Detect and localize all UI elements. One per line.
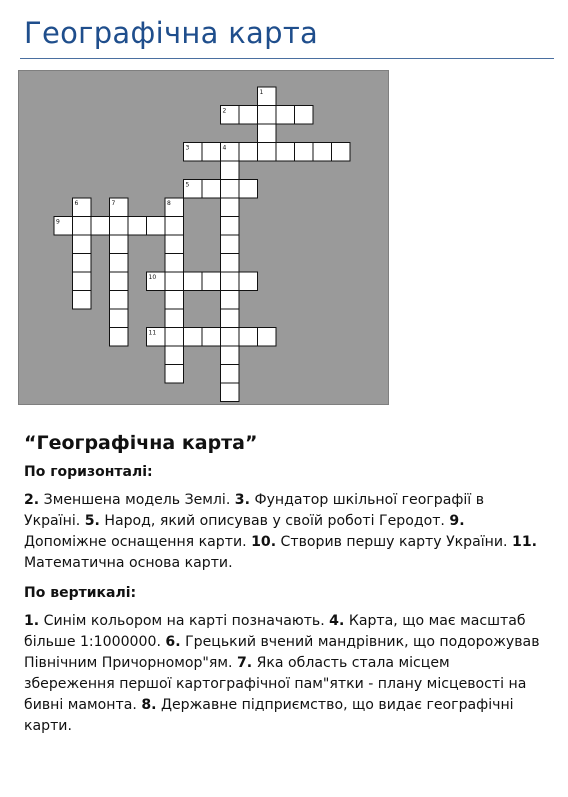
crossword-cell[interactable]	[221, 383, 240, 402]
crossword-cell[interactable]	[165, 254, 184, 273]
down-clue-text: Грецький вчений мандрівник, що подорожував Північним Причорномор"ям.	[24, 634, 540, 671]
crossword-grid-svg	[19, 71, 388, 404]
across-clue	[85, 513, 445, 529]
crossword-cell[interactable]	[221, 235, 240, 254]
down-clue-number: 7.	[236, 655, 253, 671]
crossword-cell-number: 3	[185, 144, 190, 152]
crossword-cell[interactable]	[165, 346, 184, 365]
down-clues	[24, 611, 544, 737]
crossword-cell[interactable]	[239, 180, 258, 199]
crossword-cell[interactable]	[110, 235, 129, 254]
crossword-cell[interactable]	[221, 328, 240, 347]
across-clue-text: Зменшена модель Землі.	[39, 492, 231, 508]
crossword-cell[interactable]	[239, 143, 258, 162]
clues-section	[24, 432, 544, 748]
crossword-cell[interactable]	[184, 328, 203, 347]
across-heading: По горизонталі:	[24, 464, 153, 480]
crossword-cell-number: 4	[222, 144, 227, 152]
crossword-title: “Географічна карта”	[24, 432, 258, 454]
crossword-cell[interactable]	[147, 217, 166, 236]
crossword-cell-number: 11	[148, 329, 157, 337]
crossword-cell[interactable]	[276, 106, 295, 125]
crossword-cell[interactable]	[202, 328, 221, 347]
crossword-cell[interactable]	[110, 328, 129, 347]
title-divider	[20, 58, 554, 59]
crossword-cell[interactable]	[128, 217, 147, 236]
crossword-cell[interactable]	[258, 124, 277, 143]
crossword-cell[interactable]	[165, 272, 184, 291]
down-clue	[24, 613, 325, 629]
crossword-cell[interactable]	[221, 365, 240, 384]
crossword-cell[interactable]	[110, 254, 129, 273]
across-clue-number: 3.	[234, 492, 250, 508]
crossword-cell[interactable]	[221, 291, 240, 310]
across-clue-text: Народ, який описував у своїй роботі Геродот.	[99, 513, 445, 529]
crossword-cell-number: 9	[56, 218, 60, 226]
across-clue-text: Математична основа карти.	[24, 555, 233, 571]
crossword-cell[interactable]	[73, 235, 92, 254]
down-clue-number: 6.	[165, 634, 181, 650]
crossword-cell[interactable]	[165, 309, 184, 328]
crossword-cell[interactable]	[73, 217, 92, 236]
crossword-cell-number: 1	[259, 89, 264, 96]
down-clue-number: 1.	[24, 613, 40, 629]
crossword-cell[interactable]	[165, 291, 184, 310]
crossword-cell[interactable]	[258, 143, 277, 162]
across-clue	[24, 492, 230, 508]
crossword-cell[interactable]	[184, 272, 203, 291]
crossword-cell[interactable]	[295, 106, 314, 125]
crossword-cell-number: 5	[185, 181, 190, 189]
crossword-cell[interactable]	[313, 143, 332, 162]
crossword-cell[interactable]	[91, 217, 110, 236]
across-clue-number: 9.	[449, 513, 465, 529]
crossword-cell[interactable]	[110, 309, 129, 328]
across-clue-number: 11.	[512, 534, 537, 550]
crossword-cell[interactable]	[221, 272, 240, 291]
crossword-cell[interactable]	[221, 346, 240, 365]
crossword-grid	[18, 70, 389, 405]
across-clue-text: Фундатор шкільної географії в Україні.	[24, 492, 485, 529]
crossword-cell[interactable]	[73, 272, 92, 291]
crossword-cell[interactable]	[73, 291, 92, 310]
crossword-cell[interactable]	[258, 106, 277, 125]
page-title: Географічна карта	[24, 16, 319, 50]
crossword-cell[interactable]	[258, 328, 277, 347]
crossword-cell-number: 6	[74, 200, 79, 207]
down-clue-number: 4.	[329, 613, 345, 629]
crossword-cell-number: 7	[111, 200, 116, 207]
across-clue-number: 5.	[84, 513, 100, 529]
crossword-cell[interactable]	[165, 328, 184, 347]
crossword-cell[interactable]	[276, 143, 295, 162]
crossword-cell[interactable]	[165, 217, 184, 236]
across-clue-text: Допоміжне оснащення карти.	[24, 534, 247, 550]
crossword-cell[interactable]	[165, 365, 184, 384]
crossword-cell[interactable]	[221, 180, 240, 199]
down-clue-number: 8.	[141, 697, 157, 713]
crossword-cell[interactable]	[221, 198, 240, 217]
down-heading: По вертикалі:	[24, 585, 137, 601]
crossword-cell[interactable]	[221, 217, 240, 236]
crossword-cell[interactable]	[202, 180, 221, 199]
crossword-cell[interactable]	[110, 272, 129, 291]
crossword-cell[interactable]	[221, 254, 240, 273]
crossword-cell[interactable]	[202, 272, 221, 291]
down-clue-text: Синім кольором на карті позначають.	[39, 613, 325, 629]
crossword-cell-number: 8	[167, 200, 171, 207]
crossword-cell[interactable]	[165, 235, 184, 254]
crossword-cell[interactable]	[332, 143, 351, 162]
crossword-cell[interactable]	[239, 106, 258, 125]
crossword-cell[interactable]	[73, 254, 92, 273]
crossword-cell-number: 2	[222, 107, 227, 115]
crossword-cell[interactable]	[221, 309, 240, 328]
across-clue-text: Створив першу карту України.	[276, 534, 508, 550]
down-clue-text: Яка область стала місцем збереження першої картографічної пам"ятки - плану місцевості на бивні мамонта.	[24, 655, 527, 713]
crossword-cell-number: 10	[148, 274, 157, 281]
across-clue-number: 10.	[251, 534, 277, 550]
down-clue-text: Карта, що має масштаб більше 1:1000000.	[24, 613, 526, 650]
crossword-cell[interactable]	[202, 143, 221, 162]
across-clue-number: 2.	[24, 492, 40, 508]
crossword-cell[interactable]	[239, 272, 258, 291]
down-clue-text: Державне підприємство, що видає географічні карти.	[24, 697, 514, 734]
crossword-cell[interactable]	[110, 291, 129, 310]
crossword-cell[interactable]	[110, 217, 129, 236]
crossword-cell[interactable]	[239, 328, 258, 347]
crossword-cell[interactable]	[295, 143, 314, 162]
crossword-cell[interactable]	[221, 161, 240, 180]
across-clue	[251, 534, 507, 550]
across-clues	[24, 490, 544, 574]
